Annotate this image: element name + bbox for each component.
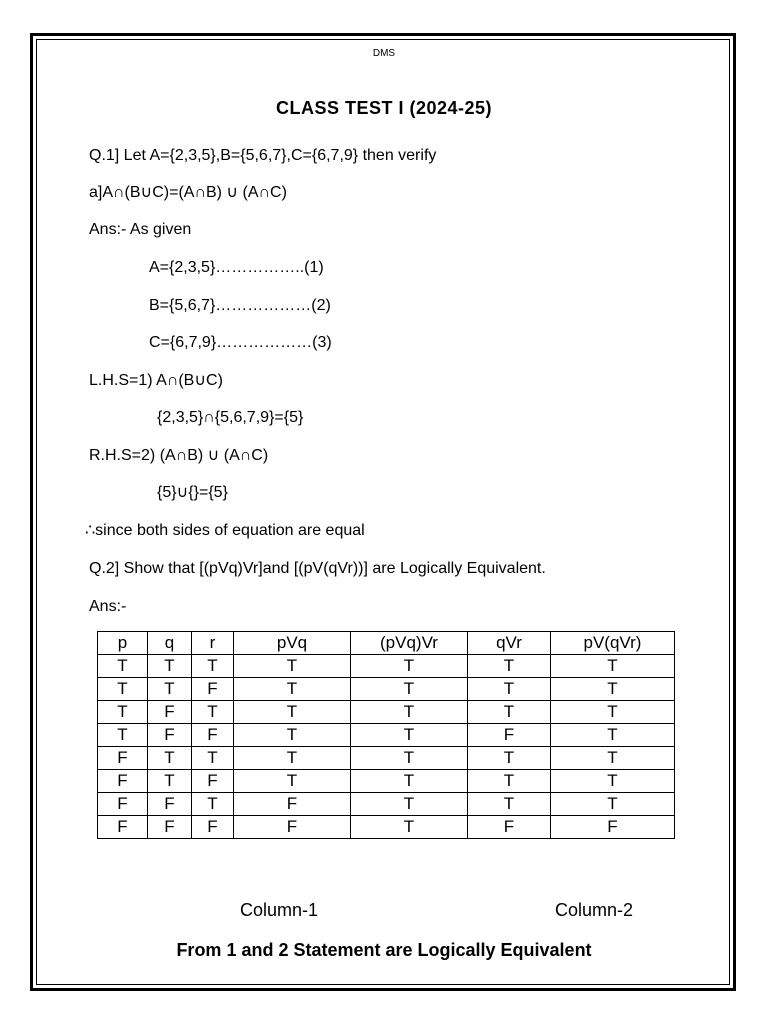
table-cell: T	[234, 701, 351, 724]
table-cell: T	[468, 770, 551, 793]
table-cell: T	[551, 747, 675, 770]
table-cell: T	[234, 678, 351, 701]
table-cell: F	[192, 724, 234, 747]
column-2-label: Column-2	[555, 900, 634, 920]
q2-question: Q.2] Show that [(pVq)Vr]and [(pV(qVr))] are Logically Equivalent.	[89, 560, 546, 577]
table-cell: T	[351, 655, 468, 678]
table-cell: F	[98, 747, 148, 770]
table-cell: T	[351, 770, 468, 793]
table-cell: F	[148, 816, 192, 839]
table-cell: T	[98, 655, 148, 678]
table-row	[98, 724, 675, 747]
table-cell: T	[351, 724, 468, 747]
table-cell: T	[192, 701, 234, 724]
table-cell: T	[351, 816, 468, 839]
table-cell: F	[234, 816, 351, 839]
table-cell: F	[192, 816, 234, 839]
table-row	[98, 701, 675, 724]
table-cell: T	[192, 655, 234, 678]
table-cell: T	[551, 701, 675, 724]
table-cell: T	[468, 747, 551, 770]
truth-table-body	[98, 655, 675, 839]
page-header: DMS	[372, 48, 396, 59]
table-header-cell: qVr	[468, 632, 551, 655]
table-row	[98, 770, 675, 793]
conclusion-statement: From 1 and 2 Statement are Logically Equivalent	[176, 940, 592, 960]
table-cell: T	[234, 655, 351, 678]
rhs-calc: {5}∪{}={5}	[157, 484, 228, 501]
column-1-label: Column-1	[240, 900, 319, 920]
table-row	[98, 655, 675, 678]
page-border-inner	[36, 39, 730, 985]
table-cell: T	[98, 701, 148, 724]
table-cell: F	[551, 816, 675, 839]
rhs-line: R.H.S=2) (A∩B) ∪ (A∩C)	[89, 447, 269, 464]
table-cell: F	[192, 678, 234, 701]
table-cell: T	[192, 793, 234, 816]
table-cell: T	[234, 724, 351, 747]
table-cell: F	[468, 724, 551, 747]
lhs-line: L.H.S=1) A∩(B∪C)	[89, 372, 223, 389]
table-row	[98, 747, 675, 770]
table-cell: F	[98, 793, 148, 816]
table-cell: F	[148, 701, 192, 724]
table-row	[98, 816, 675, 839]
table-cell: T	[148, 655, 192, 678]
table-header-cell: p	[98, 632, 148, 655]
table-cell: T	[98, 724, 148, 747]
since-line: ∴since both sides of equation are equal	[85, 522, 365, 539]
table-cell: T	[148, 770, 192, 793]
table-cell: T	[551, 770, 675, 793]
q2-answer-label: Ans:-	[89, 598, 127, 615]
q1-question: Q.1] Let A={2,3,5},B={5,6,7},C={6,7,9} then verify	[89, 147, 437, 164]
table-header-cell: q	[148, 632, 192, 655]
set-a-line: A={2,3,5}……………..(1)	[149, 259, 324, 276]
table-cell: T	[468, 701, 551, 724]
table-row	[98, 793, 675, 816]
table-cell: T	[351, 747, 468, 770]
q1-part-a: a]A∩(B∪C)=(A∩B) ∪ (A∩C)	[89, 184, 287, 201]
table-cell: F	[148, 793, 192, 816]
truth-table-header-row	[98, 632, 675, 655]
table-cell: T	[234, 770, 351, 793]
table-cell: T	[468, 678, 551, 701]
table-cell: T	[351, 678, 468, 701]
table-cell: T	[192, 747, 234, 770]
table-cell: F	[148, 724, 192, 747]
table-cell: F	[234, 793, 351, 816]
table-cell: T	[98, 678, 148, 701]
truth-table	[97, 631, 675, 839]
table-header-cell: pVq	[234, 632, 351, 655]
table-cell: F	[98, 770, 148, 793]
table-header-cell: (pVq)Vr	[351, 632, 468, 655]
lhs-calc: {2,3,5}∩{5,6,7,9}={5}	[157, 409, 304, 426]
table-cell: T	[148, 747, 192, 770]
table-cell: T	[551, 724, 675, 747]
set-b-line: B={5,6,7}………………(2)	[149, 297, 331, 314]
table-cell: F	[468, 816, 551, 839]
table-cell: T	[468, 655, 551, 678]
table-cell: T	[351, 793, 468, 816]
table-cell: F	[98, 816, 148, 839]
table-cell: T	[551, 793, 675, 816]
table-header-cell: r	[192, 632, 234, 655]
table-cell: T	[148, 678, 192, 701]
table-cell: T	[551, 678, 675, 701]
table-cell: F	[192, 770, 234, 793]
table-cell: T	[234, 747, 351, 770]
q1-answer-label: Ans:- As given	[89, 221, 192, 238]
page-title: CLASS TEST I (2024-25)	[275, 98, 493, 118]
table-cell: T	[351, 701, 468, 724]
table-cell: T	[468, 793, 551, 816]
set-c-line: C={6,7,9}………………(3)	[149, 334, 332, 351]
table-row	[98, 678, 675, 701]
table-cell: T	[551, 655, 675, 678]
table-header-cell: pV(qVr)	[551, 632, 675, 655]
